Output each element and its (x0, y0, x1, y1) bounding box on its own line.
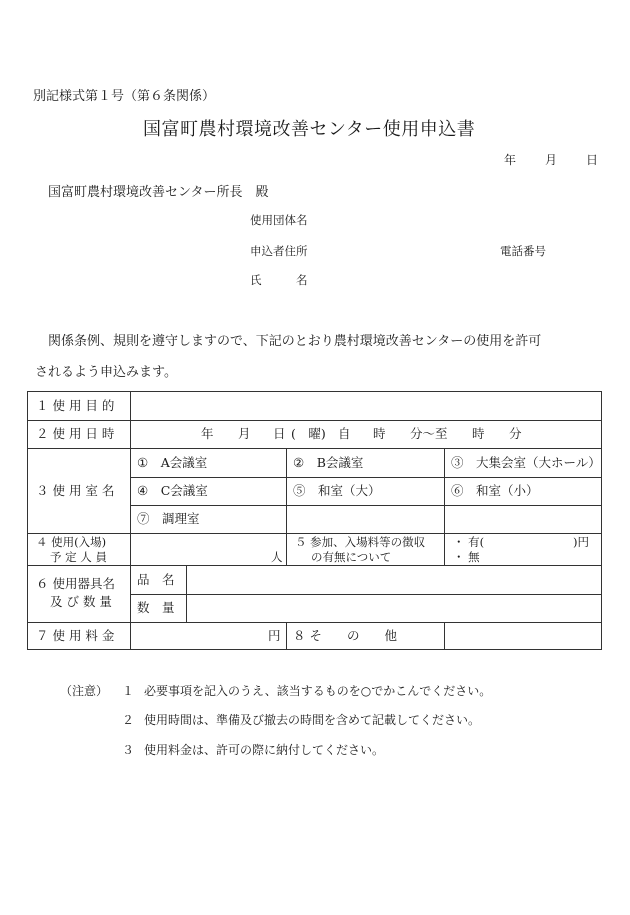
room-label: ３ 使 用 室 名 (36, 483, 115, 498)
use-day: 日 (273, 426, 286, 441)
note-3-number: ３ (122, 743, 135, 757)
usage-fee-unit: 円 (268, 628, 281, 643)
admission-question-line-1: ５ 参加、入場料等の徴収 (295, 535, 426, 549)
admission-no-option[interactable]: ・ 無 (453, 550, 480, 564)
equipment-name-label: 品 名 (137, 572, 175, 587)
equipment-label-line-1: ６ 使用器具名 (36, 576, 115, 591)
time-hour-1: 時 (373, 426, 386, 441)
room-option-washitsu-large[interactable]: ⑤ 和室（大） (293, 483, 381, 498)
people-label-line-2: 予 定 人 員 (50, 550, 107, 564)
note-1-text: 必要事項を記入のうえ、該当するものを○でかこんでください。 (144, 684, 492, 698)
form-number: 別記様式第１号（第６条関係） (33, 89, 216, 104)
phone-label: 電話番号 (500, 244, 546, 258)
use-weekday: ( 曜) (291, 426, 326, 441)
date-day: 日 (586, 153, 599, 167)
people-unit: 人 (271, 550, 283, 564)
note-2-text: 使用時間は、準備及び撤去の時間を含めて記載してください。 (144, 713, 481, 727)
date-month: 月 (545, 153, 558, 167)
room-option-hall[interactable]: ③ 大集会室（大ホール） (451, 455, 601, 470)
room-option-c[interactable]: ④ C会議室 (137, 483, 208, 498)
room-option-a[interactable]: ① A会議室 (137, 455, 208, 470)
admission-yes-unit: )円 (573, 535, 589, 549)
equipment-quantity-label: 数 量 (137, 600, 175, 615)
room-option-b[interactable]: ② B会議室 (293, 455, 364, 470)
time-minute-2: 分 (509, 426, 522, 441)
other-field[interactable] (445, 623, 601, 649)
equipment-quantity-field[interactable] (187, 595, 601, 622)
note-2-number: ２ (122, 713, 135, 727)
addressee: 国富町農村環境改善センター所長 殿 (48, 185, 269, 200)
equipment-label-line-2: 及 び 数 量 (50, 594, 112, 609)
other-label: ８ そ の 他 (293, 628, 397, 643)
note-3-text: 使用料金は、許可の際に納付してください。 (144, 743, 385, 757)
time-from: 自 (338, 426, 351, 441)
purpose-field[interactable] (131, 392, 601, 420)
time-hour-2: 時 (472, 426, 485, 441)
date-year: 年 (504, 153, 517, 167)
group-name-label: 使用団体名 (250, 213, 308, 227)
people-label-line-1: ４ 使用(入場) (36, 535, 107, 549)
use-year: 年 (201, 426, 214, 441)
form-title: 国富町農村環境改善センター使用申込書 (143, 119, 476, 140)
use-month: 月 (238, 426, 251, 441)
time-minute-1: 分～至 (410, 426, 448, 441)
address-label: 申込者住所 (250, 244, 308, 258)
purpose-label: １ 使 用 目 的 (36, 398, 115, 413)
note-1-number: １ (122, 684, 135, 698)
notes-heading: （注意） (60, 684, 109, 698)
admission-question-line-2: の有無について (311, 550, 392, 564)
room-option-washitsu-small[interactable]: ⑥ 和室（小） (451, 483, 539, 498)
admission-yes-option[interactable]: ・ 有( (453, 535, 485, 549)
name-label: 氏 名 (250, 273, 308, 287)
intro-line-2: されるよう申込みます。 (35, 365, 177, 380)
room-option-kitchen[interactable]: ⑦ 調理室 (137, 511, 200, 526)
date-label: ２ 使 用 日 時 (36, 426, 115, 441)
intro-line-1: 関係条例、規則を遵守しますので、下記のとおり農村環境改善センターの使用を許可 (48, 334, 542, 349)
equipment-name-field[interactable] (187, 566, 601, 594)
usage-fee-label: ７ 使 用 料 金 (36, 628, 115, 643)
